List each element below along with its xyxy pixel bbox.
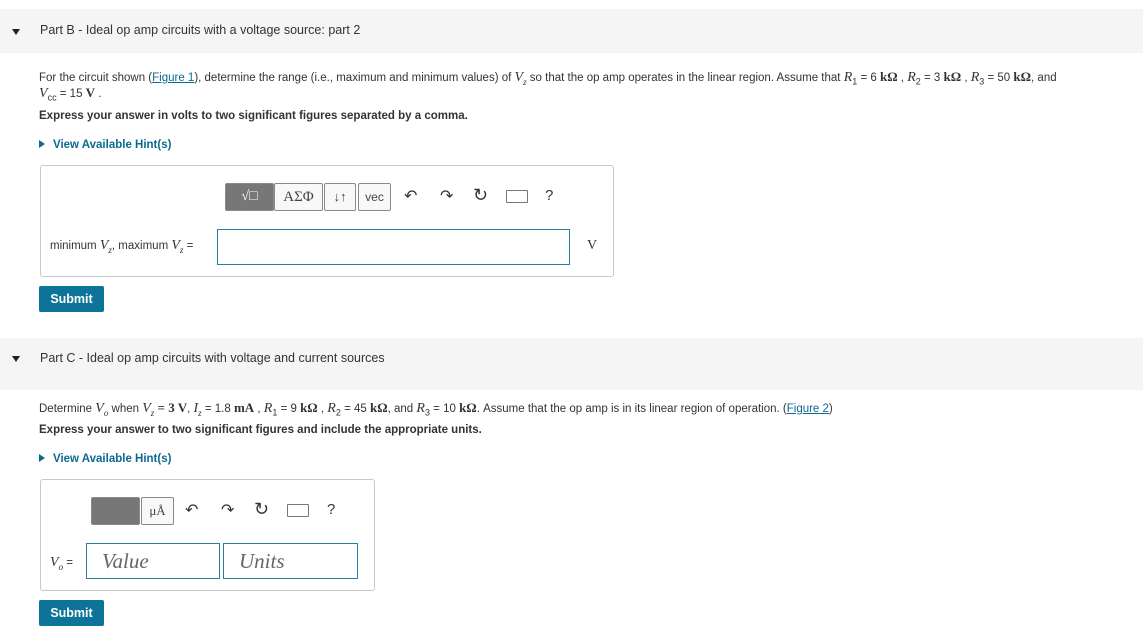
part-b-answer-label: minimum $V_z$, maximum $V_z$ = xyxy=(50,238,194,255)
part-c-submit-button[interactable]: Submit xyxy=(39,600,104,626)
reset-icon[interactable]: ↻ xyxy=(254,499,270,519)
part-c-question: Determine $V_o$ when $V_z = 3$ V, $I_z = 1.8$ mA , $R_1 = 9$ kΩ , $R_2 = 45$ kΩ, and $R_3 = 10$ kΩ. Assume that the op amp is in its linear region of operation. (Figure 2) xyxy=(39,400,833,418)
part-b-title: Part B - Ideal op amp circuits with a voltage source: part 2 xyxy=(40,23,361,37)
collapse-triangle-icon[interactable] xyxy=(12,29,20,35)
part-c-header[interactable] xyxy=(0,338,1143,390)
arrows-button[interactable]: ↓↑ xyxy=(324,183,356,211)
part-b-question: For the circuit shown (Figure 1), determine the range (i.e., maximum and minimum values) of $V_z$ so that the op amp operates in the linear region. Assume that $R_1 = 6$ kΩ , $R_2 = 3$ kΩ , $R_3 = 50$ kΩ, and xyxy=(39,69,1057,87)
reset-icon[interactable]: ↻ xyxy=(473,185,489,205)
units-button[interactable]: μÅ xyxy=(141,497,174,525)
figure-1-link[interactable]: Figure 1 xyxy=(152,72,195,84)
collapse-triangle-icon[interactable] xyxy=(12,356,20,362)
expand-triangle-icon xyxy=(39,454,45,462)
greek-letters-button[interactable]: ΑΣΦ xyxy=(274,183,323,211)
undo-icon[interactable]: ↶ xyxy=(185,502,199,519)
vo-label: $V_o$ = xyxy=(50,555,73,572)
part-b-instructions: Express your answer in volts to two significant figures separated by a comma. xyxy=(39,110,468,122)
part-c-instructions: Express your answer to two significant figures and include the appropriate units. xyxy=(39,424,482,436)
template-units-button[interactable] xyxy=(91,497,140,525)
part-c-answer-box xyxy=(40,479,375,591)
undo-icon[interactable]: ↶ xyxy=(404,188,418,205)
units-placeholder: Units xyxy=(239,549,285,573)
part-b-answer-input[interactable] xyxy=(217,229,570,265)
keyboard-icon[interactable] xyxy=(506,190,528,203)
part-c-hint-link[interactable]: View Available Hint(s) xyxy=(39,453,171,465)
value-input[interactable] xyxy=(86,543,220,579)
part-b-hint-link[interactable]: View Available Hint(s) xyxy=(39,139,171,151)
part-b-header[interactable] xyxy=(0,9,1143,53)
template-sqrt-button[interactable]: √□ xyxy=(225,183,274,211)
help-icon[interactable]: ? xyxy=(327,501,336,518)
vec-button[interactable]: vec xyxy=(358,183,391,211)
redo-icon[interactable]: ↷ xyxy=(221,502,235,519)
help-icon[interactable]: ? xyxy=(545,187,554,204)
part-c-title: Part C - Ideal op amp circuits with voltage and current sources xyxy=(40,351,385,365)
redo-icon[interactable]: ↷ xyxy=(440,188,454,205)
figure-2-link[interactable]: Figure 2 xyxy=(786,403,829,415)
value-placeholder: Value xyxy=(102,549,149,573)
units-input[interactable] xyxy=(223,543,358,579)
part-b-question-line2: $V_{cc} = 15$ V . xyxy=(39,85,102,103)
part-b-answer-box xyxy=(40,165,614,277)
expand-triangle-icon xyxy=(39,140,45,148)
keyboard-icon[interactable] xyxy=(287,504,309,517)
part-b-submit-button[interactable]: Submit xyxy=(39,286,104,312)
unit-label: V xyxy=(587,238,598,253)
